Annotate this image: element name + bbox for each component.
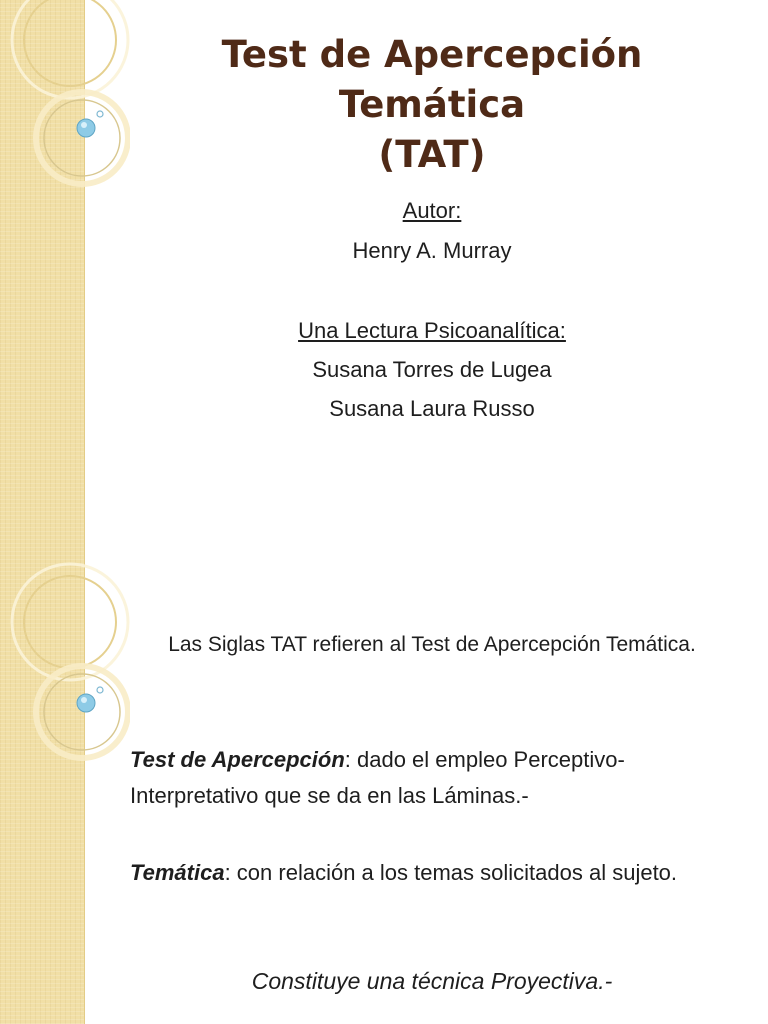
decorative-rings-icon <box>0 512 130 1024</box>
slide-title-heading <box>100 30 764 180</box>
title-line-3: (TAT) <box>378 133 486 176</box>
definition-text: : con relación a los temas solicitados al sujeto. <box>224 860 678 885</box>
author-heading: Autor: <box>402 198 462 223</box>
title-line-1: Test de Apercepción <box>221 33 643 76</box>
definition-term: Test de Apercepción <box>130 747 345 772</box>
reading-heading: Una Lectura Psicoanalítica: <box>298 318 566 343</box>
definition-tematica <box>130 855 730 891</box>
definition-test <box>130 742 730 814</box>
reading-author-1: Susana Torres de Lugea <box>312 357 552 382</box>
slide-definitions <box>0 512 768 1024</box>
definition-term: Temática <box>130 860 225 885</box>
title-line-2: Temática <box>338 83 526 126</box>
closing-note: Constituye una técnica Proyectiva.- <box>251 968 613 994</box>
reading-author-2: Susana Laura Russo <box>329 396 535 421</box>
intro-text: Las Siglas TAT refieren al Test de Apercepción Temática. <box>168 633 696 656</box>
decorative-side-band <box>0 512 85 1024</box>
definition-text: : dado el empleo Perceptivo-Interpretativo que se da en las Láminas.- <box>130 747 625 808</box>
author-name: Henry A. Murray <box>352 238 512 263</box>
decorative-side-band <box>0 0 85 512</box>
